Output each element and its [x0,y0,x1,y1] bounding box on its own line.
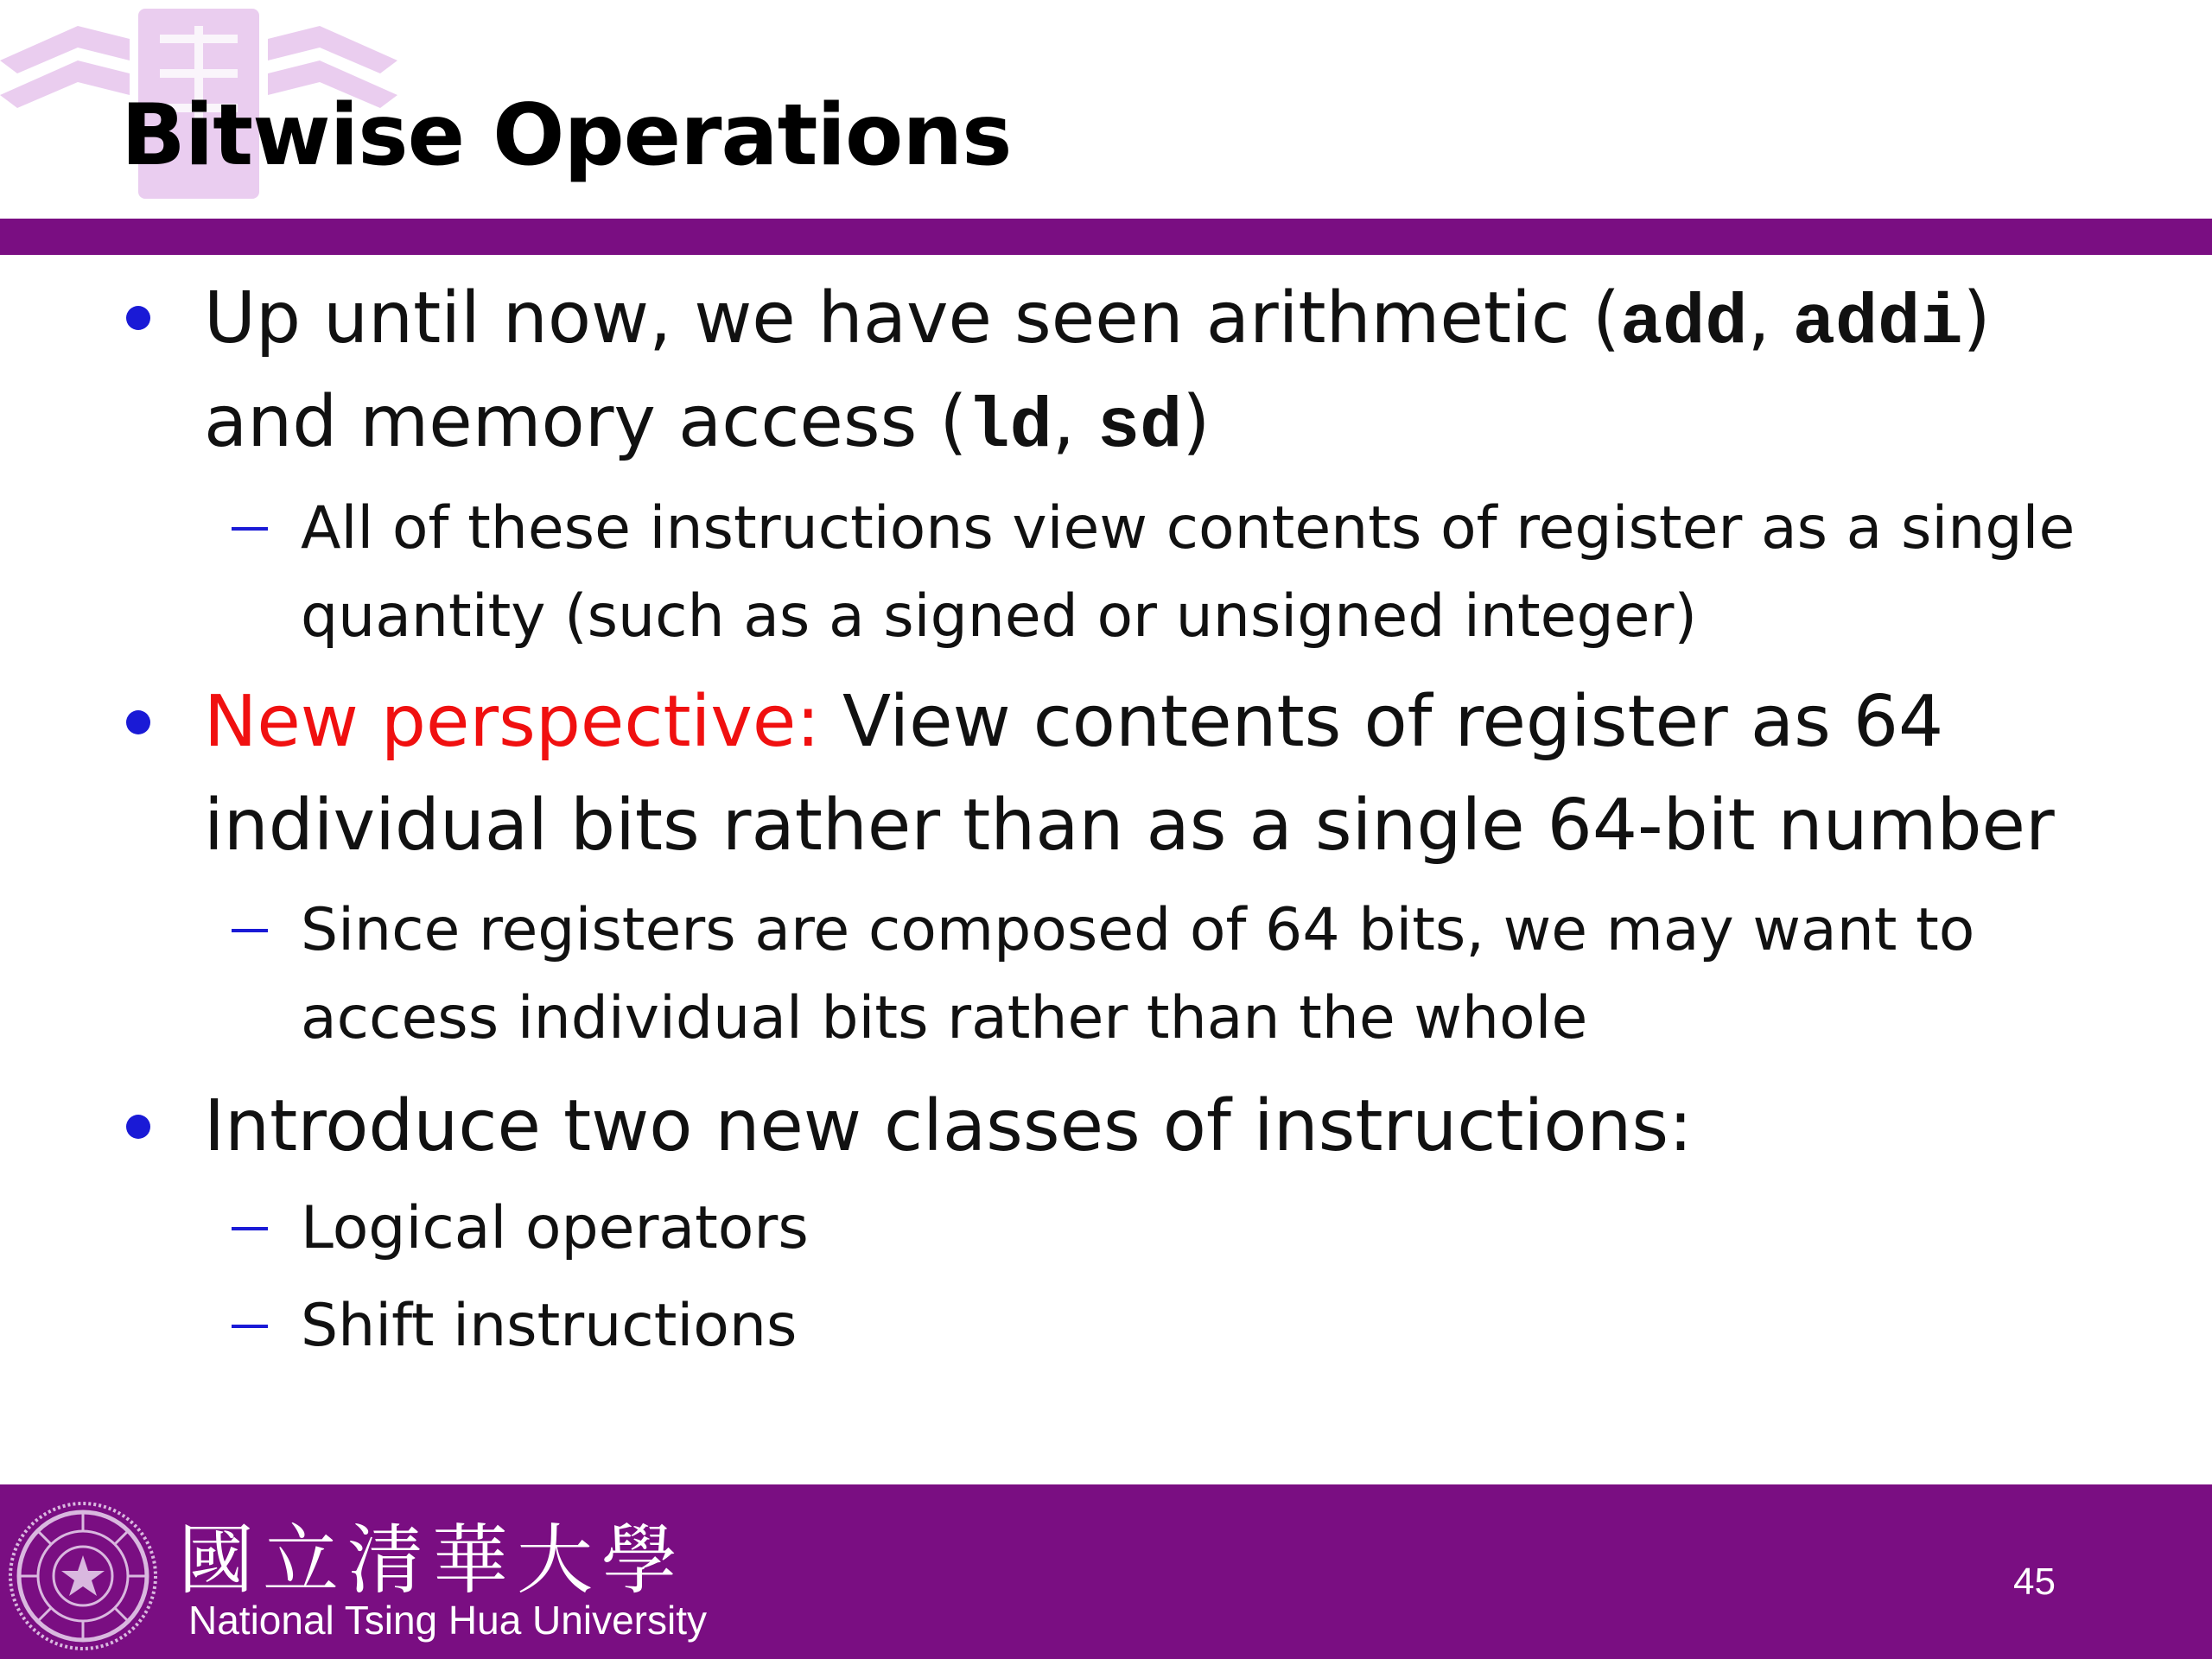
bullet-1-line-2 [204,371,1210,480]
code-sd: sd [1096,387,1183,467]
bullet-3-sub-2: Shift instructions [301,1292,798,1360]
bullet-2-line-1 [204,671,1943,774]
bullet-dot-icon [126,1115,150,1139]
university-name-chinese: 國立清華大學 [178,1516,687,1605]
title-divider [0,219,2212,255]
bullet-1-sub-line-2: quantity (such as a signed or unsigned integer) [301,582,1697,651]
text: , [1052,381,1097,463]
text: ) [1182,381,1211,463]
text: , [1747,277,1793,359]
bullet-2-sub-line-1: Since registers are composed of 64 bits, we may want to [301,896,1975,964]
bullet-2-line-2: individual bits rather than as a single 64-bit number [204,785,2055,867]
sub-bullet-dash-icon [232,1227,268,1230]
page-number: 45 [2013,1560,2056,1603]
sub-bullet-dash-icon [232,929,268,932]
sub-bullet-dash-icon [232,527,268,531]
highlight-text: New perspective: [204,681,820,763]
bullet-1-line-1 [204,267,1991,376]
bullet-1-sub-line-1: All of these instructions view contents of register as a single [301,494,2075,563]
code-addi: addi [1792,283,1963,364]
text: View contents of register as 64 [819,681,1944,763]
university-seal-icon [5,1498,161,1654]
bullet-dot-icon [126,306,150,330]
bullet-dot-icon [126,710,150,734]
footer-bar [0,1484,2212,1659]
bullet-2-sub-line-2: access individual bits rather than the whole [301,984,1588,1052]
text: and memory access ( [204,381,968,463]
text: ) [1962,277,1991,359]
bullet-3-sub-1: Logical operators [301,1194,809,1262]
university-name-english: National Tsing Hua University [188,1598,707,1643]
text: Up until now, we have seen arithmetic ( [204,277,1620,359]
code-ld: ld [967,387,1052,467]
slide-title: Bitwise Operations [121,86,1012,185]
bullet-3-line-1: Introduce two new classes of instructions: [204,1085,1693,1167]
sub-bullet-dash-icon [232,1325,268,1328]
code-add: add [1619,283,1748,364]
